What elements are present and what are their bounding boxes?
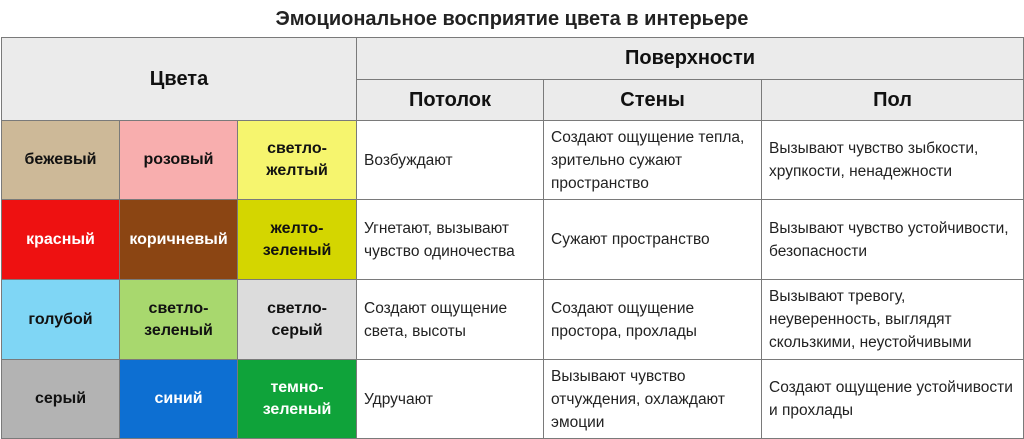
color-swatch: голубой [2,280,120,360]
ceiling-effect-cell: Создают ощущение света, высоты [357,280,544,360]
color-swatch: серый [2,360,120,439]
ceiling-header: Потолок [357,80,544,121]
ceiling-effect-cell: Удручают [357,360,544,439]
color-swatch: бежевый [2,121,120,200]
floor-effect-cell: Вызывают тревогу, неуверенность, выглядят скользкими, неустойчивыми [762,280,1024,360]
color-perception-table [1,37,1024,439]
color-swatch: светло- серый [238,280,357,360]
color-swatch: светло- желтый [238,121,357,200]
color-swatch: розовый [120,121,238,200]
walls-effect-cell: Создают ощущение тепла, зрительно сужают пространство [544,121,762,200]
walls-effect-cell: Создают ощущение простора, прохлады [544,280,762,360]
table-row [2,200,1024,280]
floor-effect-cell: Создают ощущение устойчивости и прохлады [762,360,1024,439]
color-swatch: коричневый [120,200,238,280]
page-title: Эмоциональное восприятие цвета в интерьере [275,8,749,30]
color-swatch: желто- зеленый [238,200,357,280]
color-swatch: красный [2,200,120,280]
walls-effect-cell: Сужают пространство [544,200,762,280]
walls-effect-cell: Вызывают чувство отчуждения, охлаждают эмоции [544,360,762,439]
floor-effect-cell: Вызывают чувство устойчивости, безопасности [762,200,1024,280]
table-row [2,360,1024,439]
colors-header: Цвета [2,38,357,121]
walls-header: Стены [544,80,762,121]
table-row [2,280,1024,360]
ceiling-effect-cell: Возбуждают [357,121,544,200]
floor-effect-cell: Вызывают чувство зыбкости, хрупкости, ненадежности [762,121,1024,200]
color-swatch: темно- зеленый [238,360,357,439]
table-row [2,121,1024,200]
color-swatch: светло- зеленый [120,280,238,360]
surfaces-header: Поверхности [357,38,1024,80]
ceiling-effect-cell: Угнетают, вызывают чувство одиночества [357,200,544,280]
floor-header: Пол [762,80,1024,121]
color-swatch: синий [120,360,238,439]
